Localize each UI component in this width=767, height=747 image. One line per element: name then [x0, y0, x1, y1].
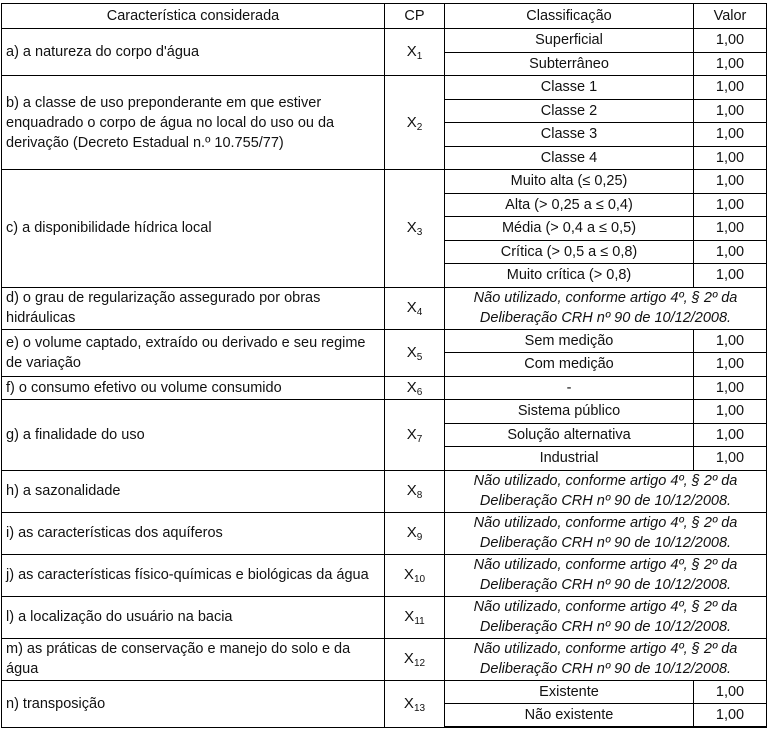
cp-symbol: X: [406, 43, 417, 60]
classification-cell: Alta (> 0,25 a ≤ 0,4): [445, 193, 694, 217]
characteristic-cell: c) a disponibilidade hídrica local: [2, 170, 385, 288]
value-cell: 1,00: [694, 240, 767, 264]
cp-subscript: 4: [416, 307, 423, 318]
table-row: [2, 512, 767, 554]
cp-cell: [385, 554, 445, 596]
header-valor: Valor: [694, 4, 767, 29]
table-body: [2, 29, 767, 728]
classification-cell: Industrial: [445, 447, 694, 471]
cp-subscript: 12: [413, 658, 426, 669]
classification-cell: Não existente: [445, 704, 694, 728]
characteristic-cell: m) as práticas de conservação e manejo do solo e da água: [2, 638, 385, 680]
value-cell: 1,00: [694, 353, 767, 377]
table-row: [2, 680, 767, 704]
value-cell: 1,00: [694, 193, 767, 217]
cp-subscript: 7: [416, 433, 423, 445]
classification-cell: Sem medição: [445, 329, 694, 353]
table-row: [2, 287, 767, 329]
cp-cell: [385, 470, 445, 512]
classification-cell: Classe 2: [445, 99, 694, 123]
cp-subscript: 6: [416, 386, 423, 398]
cp-cell: [385, 287, 445, 329]
cp-symbol: X: [404, 608, 415, 625]
cp-cell: [385, 596, 445, 638]
cp-cell: [385, 29, 445, 76]
not-used-note: Não utilizado, conforme artigo 4º, § 2º da Deliberação CRH nº 90 de 10/12/2008.: [445, 287, 767, 329]
not-used-note: Não utilizado, conforme artigo 4º, § 2º da Deliberação CRH nº 90 de 10/12/2008.: [445, 470, 767, 512]
characteristic-cell: b) a classe de uso preponderante em que estiver enquadrado o corpo de água no local do uso ou da derivação (Decreto Estadual n.º 10.755/77): [2, 76, 385, 170]
table-row: [2, 76, 767, 100]
value-cell: 1,00: [694, 704, 767, 728]
classification-cell: Subterrâneo: [445, 52, 694, 76]
value-cell: 1,00: [694, 264, 767, 288]
header-classificacao: Classificação: [445, 4, 694, 29]
classification-cell: Muito alta (≤ 0,25): [445, 170, 694, 194]
cp-cell: [385, 680, 445, 727]
classification-cell: Solução alternativa: [445, 423, 694, 447]
cp-cell: [385, 512, 445, 554]
cp-subscript: 2: [416, 121, 423, 133]
cp-subscript: 13: [413, 702, 426, 714]
classification-cell: Existente: [445, 680, 694, 704]
cp-cell: [385, 376, 445, 400]
classification-cell: Crítica (> 0,5 a ≤ 0,8): [445, 240, 694, 264]
characteristic-cell: n) transposição: [2, 680, 385, 727]
header-row: [2, 4, 767, 29]
table-row: [2, 470, 767, 512]
characteristic-cell: l) a localização do usuário na bacia: [2, 596, 385, 638]
cp-symbol: X: [406, 482, 417, 499]
table-row: [2, 638, 767, 680]
not-used-note: Não utilizado, conforme artigo 4º, § 2º da Deliberação CRH nº 90 de 10/12/2008.: [445, 512, 767, 554]
value-cell: 1,00: [694, 170, 767, 194]
cp-symbol: X: [406, 219, 417, 237]
table-row: [2, 400, 767, 424]
cp-cell: [385, 76, 445, 170]
value-cell: 1,00: [694, 123, 767, 147]
characteristic-cell: e) o volume captado, extraído ou derivado e seu regime de variação: [2, 329, 385, 376]
classification-cell: Com medição: [445, 353, 694, 377]
table-row: [2, 596, 767, 638]
table-row: [2, 170, 767, 194]
value-cell: 1,00: [694, 423, 767, 447]
cp-subscript: 1: [416, 51, 423, 62]
cp-symbol: X: [403, 694, 414, 712]
characteristic-cell: i) as características dos aquíferos: [2, 512, 385, 554]
value-cell: 1,00: [694, 329, 767, 353]
cp-symbol: X: [406, 299, 417, 316]
table-row: [2, 29, 767, 53]
cp-symbol: X: [406, 524, 417, 541]
value-cell: 1,00: [694, 400, 767, 424]
cp-symbol: X: [406, 378, 417, 396]
value-cell: 1,00: [694, 376, 767, 400]
characteristic-cell: g) a finalidade do uso: [2, 400, 385, 471]
value-cell: 1,00: [694, 52, 767, 76]
cp-cell: [385, 170, 445, 288]
value-cell: 1,00: [694, 146, 767, 170]
cp-subscript: 5: [416, 351, 423, 363]
value-cell: 1,00: [694, 680, 767, 704]
characteristic-cell: d) o grau de regularização assegurado por obras hidráulicas: [2, 287, 385, 329]
header-cp: CP: [385, 4, 445, 29]
value-cell: 1,00: [694, 76, 767, 100]
header-caracteristica: Característica considerada: [2, 4, 385, 29]
cp-cell: [385, 638, 445, 680]
classification-cell: Classe 4: [445, 146, 694, 170]
not-used-note: Não utilizado, conforme artigo 4º, § 2º da Deliberação CRH nº 90 de 10/12/2008.: [445, 554, 767, 596]
table-row: [2, 376, 767, 400]
cp-cell: [385, 400, 445, 471]
table-row: [2, 329, 767, 353]
classification-cell: Superficial: [445, 29, 694, 53]
classification-cell: Classe 3: [445, 123, 694, 147]
table-row: [2, 554, 767, 596]
cp-subscript: 3: [416, 227, 423, 239]
cp-subscript: 9: [416, 532, 423, 543]
value-cell: 1,00: [694, 447, 767, 471]
value-cell: 1,00: [694, 217, 767, 241]
characteristic-cell: j) as características físico-químicas e biológicas da água: [2, 554, 385, 596]
cp-subscript: 10: [413, 574, 426, 585]
classification-cell: Média (> 0,4 a ≤ 0,5): [445, 217, 694, 241]
cp-symbol: X: [406, 343, 417, 361]
characteristic-cell: f) o consumo efetivo ou volume consumido: [2, 376, 385, 400]
characteristic-cell: h) a sazonalidade: [2, 470, 385, 512]
cp-symbol: X: [406, 425, 417, 443]
cp-symbol: X: [406, 113, 417, 131]
cp-symbol: X: [403, 650, 414, 667]
not-used-note: Não utilizado, conforme artigo 4º, § 2º da Deliberação CRH nº 90 de 10/12/2008.: [445, 596, 767, 638]
cp-subscript: 8: [416, 490, 423, 501]
coefficients-table: [1, 3, 767, 728]
not-used-note: Não utilizado, conforme artigo 4º, § 2º da Deliberação CRH nº 90 de 10/12/2008.: [445, 638, 767, 680]
cp-cell: [385, 329, 445, 376]
classification-cell: -: [445, 376, 694, 400]
value-cell: 1,00: [694, 29, 767, 53]
characteristic-cell: a) a natureza do corpo d'água: [2, 29, 385, 76]
value-cell: 1,00: [694, 99, 767, 123]
classification-cell: Sistema público: [445, 400, 694, 424]
classification-cell: Muito crítica (> 0,8): [445, 264, 694, 288]
cp-symbol: X: [403, 566, 414, 583]
classification-cell: Classe 1: [445, 76, 694, 100]
cp-subscript: 11: [414, 616, 425, 627]
